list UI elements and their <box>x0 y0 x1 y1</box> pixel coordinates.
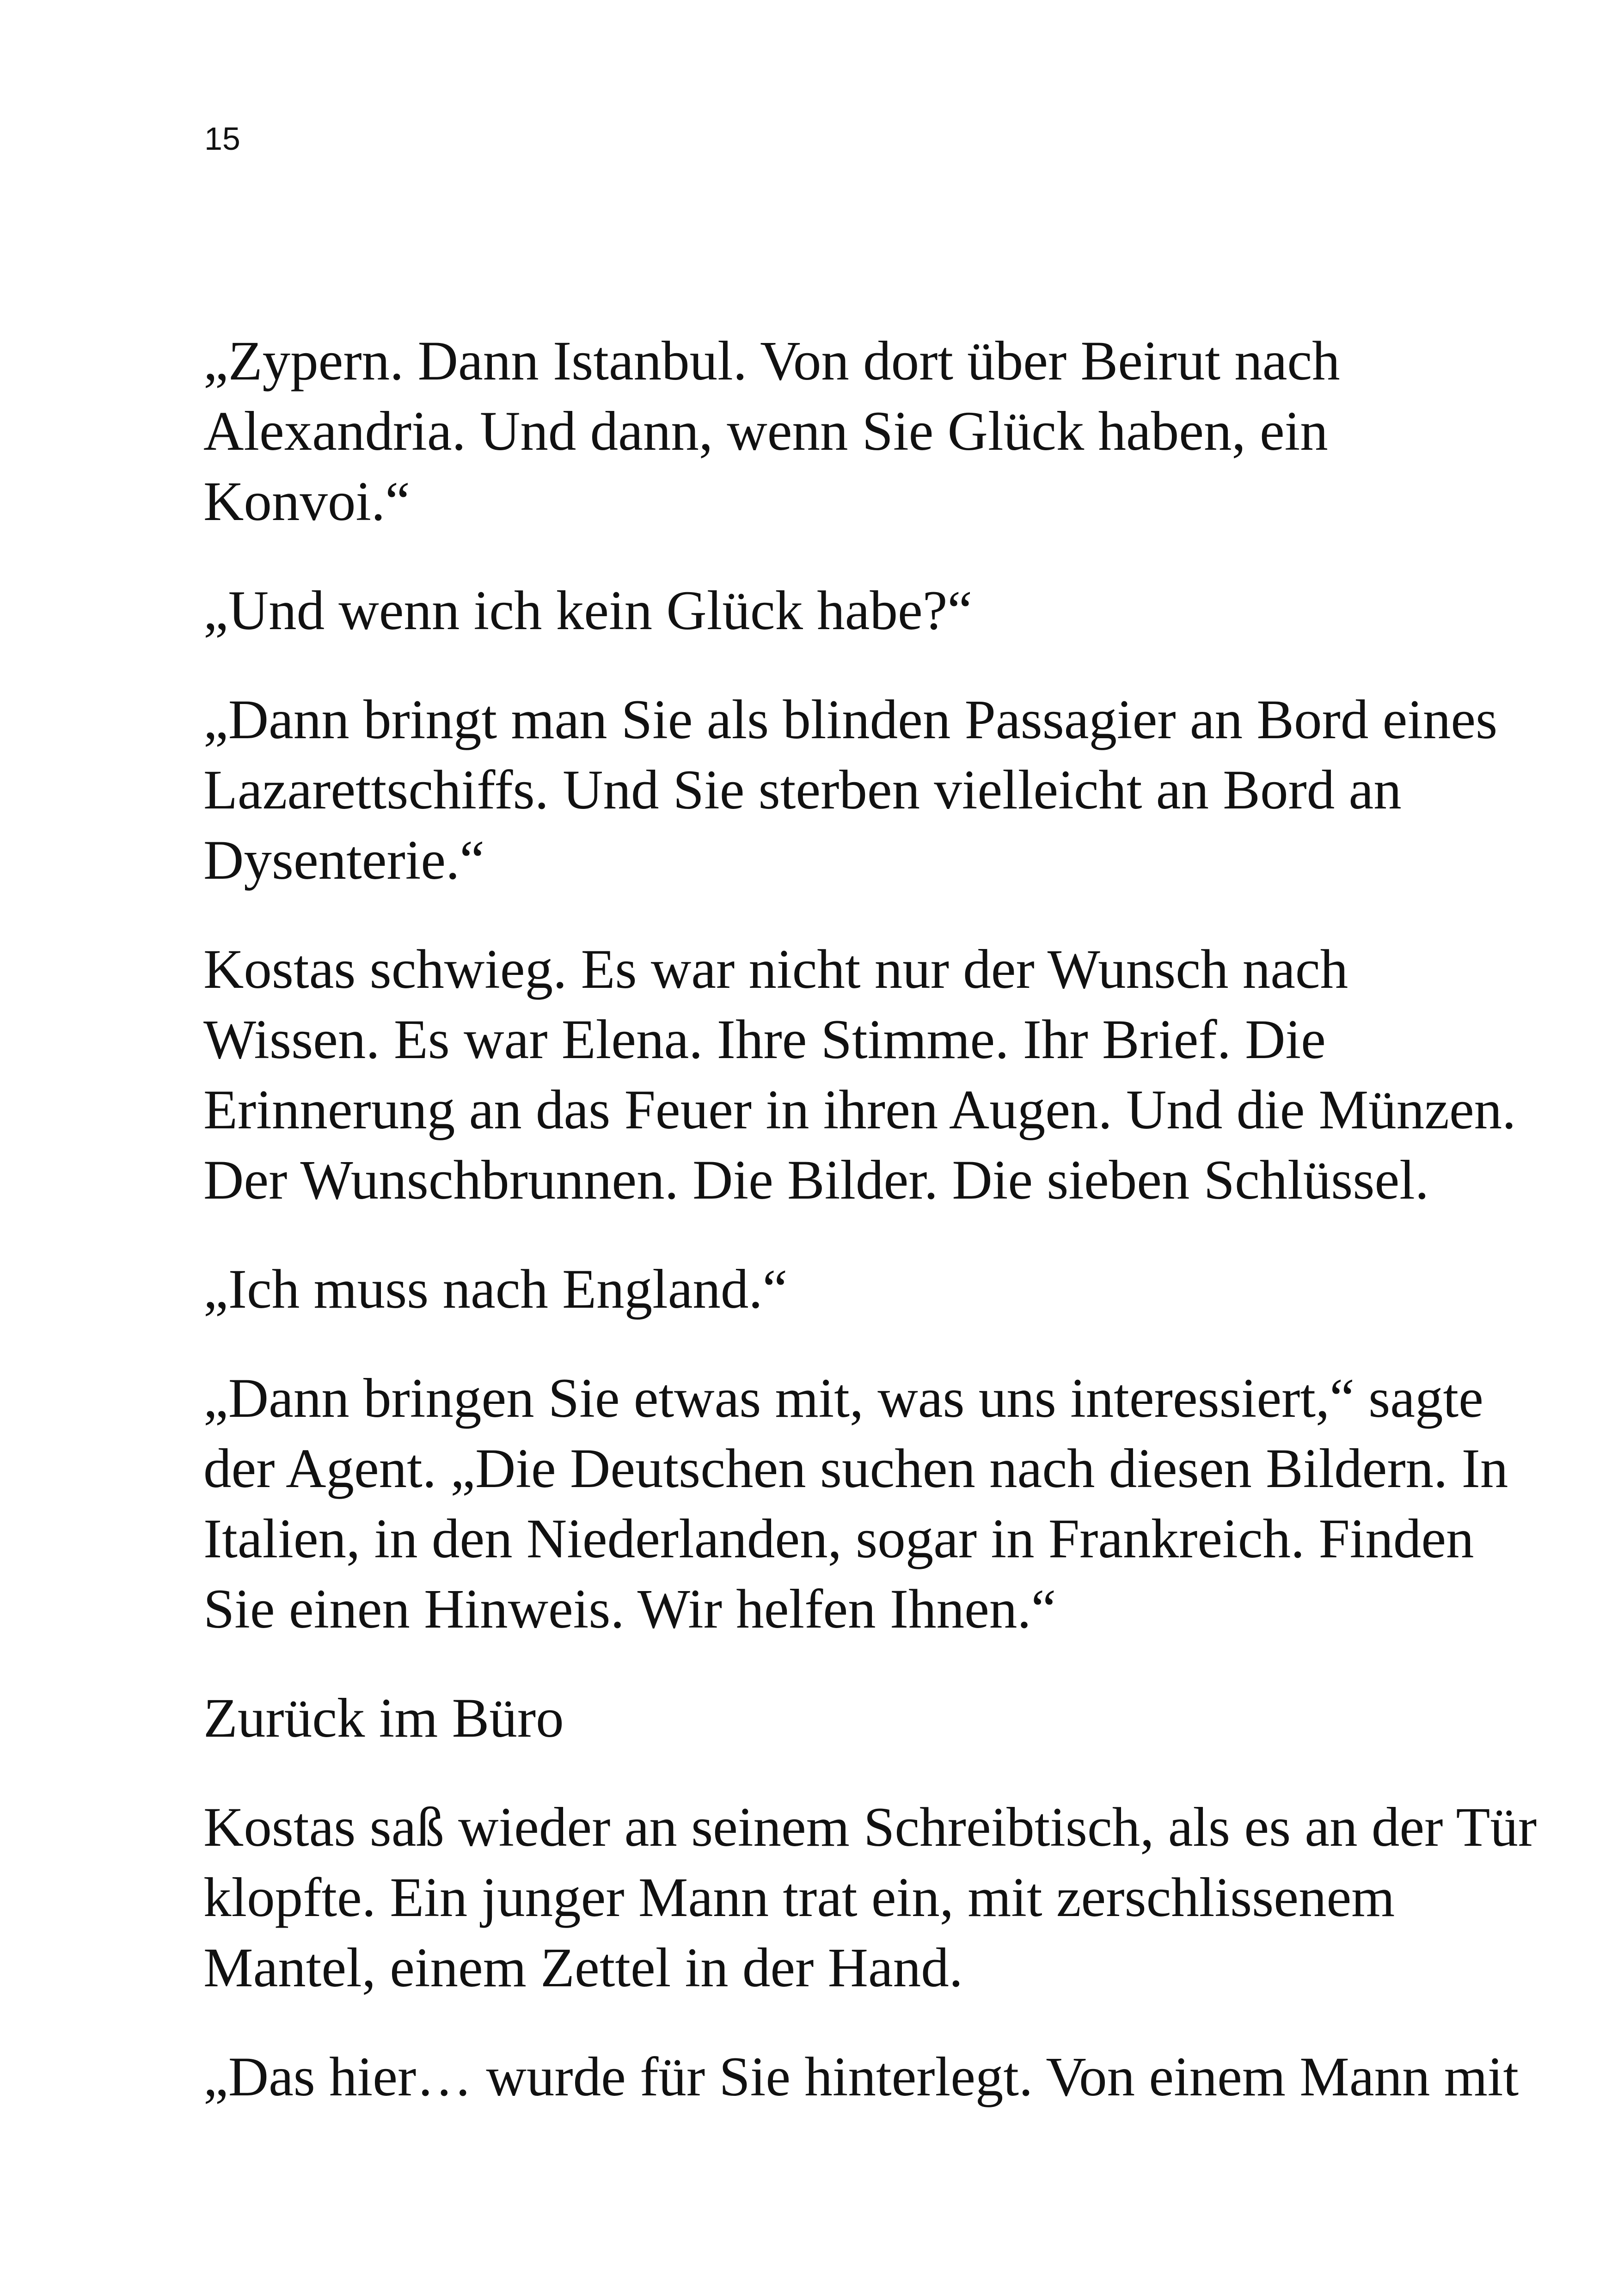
paragraph <box>203 576 1479 646</box>
paragraph <box>203 685 1498 895</box>
text-line: „Und wenn ich kein Glück habe?“ <box>203 580 973 642</box>
paragraph <box>203 934 1516 1215</box>
text-line: „Ich muss nach England.“ <box>203 1258 788 1320</box>
text-line: klopfte. Ein junger Mann trat ein, mit zerschlissenem <box>203 1867 1395 1929</box>
text-line: Konvoi.“ <box>203 471 410 533</box>
text-line: „Dann bringt man Sie als blinden Passagier an Bord eines <box>203 689 1498 751</box>
page-number: 15 <box>204 121 240 157</box>
text-line: „Dann bringen Sie etwas mit, was uns interessiert,“ sagte <box>203 1367 1483 1429</box>
section-heading <box>203 1683 1479 1753</box>
text-line: „Zypern. Dann Istanbul. Von dort über Beirut nach <box>203 330 1340 392</box>
text-line: Kostas schwieg. Es war nicht nur der Wunsch nach <box>203 938 1348 1000</box>
text-line: „Das hier… wurde für Sie hinterlegt. Von einem Mann mit <box>203 2046 1519 2108</box>
text-line: Lazarettschiffs. Und Sie sterben vielleicht an Bord an <box>203 759 1402 821</box>
paragraph <box>203 326 1479 537</box>
text-line: Italien, in den Niederlanden, sogar in Frankreich. Finden <box>203 1508 1474 1570</box>
text-line: Erinnerung an das Feuer in ihren Augen. Und die Münzen. <box>203 1079 1516 1141</box>
text-line: Der Wunschbrunnen. Die Bilder. Die sieben Schlüssel. <box>203 1149 1429 1211</box>
paragraph <box>203 1363 1508 1644</box>
text-line: Kostas saß wieder an seinem Schreibtisch, als es an der Tür <box>203 1796 1537 1858</box>
text-body <box>203 326 1537 2151</box>
paragraph <box>203 1792 1537 2003</box>
text-line: Sie einen Hinweis. Wir helfen Ihnen.“ <box>203 1578 1056 1640</box>
paragraph <box>203 2042 1519 2112</box>
text-line: Zurück im Büro <box>203 1687 564 1749</box>
text-line: Alexandria. Und dann, wenn Sie Glück haben, ein <box>203 400 1328 462</box>
text-line: der Agent. „Die Deutschen suchen nach diesen Bildern. In <box>203 1438 1508 1500</box>
text-line: Mantel, einem Zettel in der Hand. <box>203 1937 963 1999</box>
text-line: Dysenterie.“ <box>203 829 485 891</box>
text-line: Wissen. Es war Elena. Ihre Stimme. Ihr Brief. Die <box>203 1009 1326 1071</box>
paragraph <box>203 1254 1479 1324</box>
